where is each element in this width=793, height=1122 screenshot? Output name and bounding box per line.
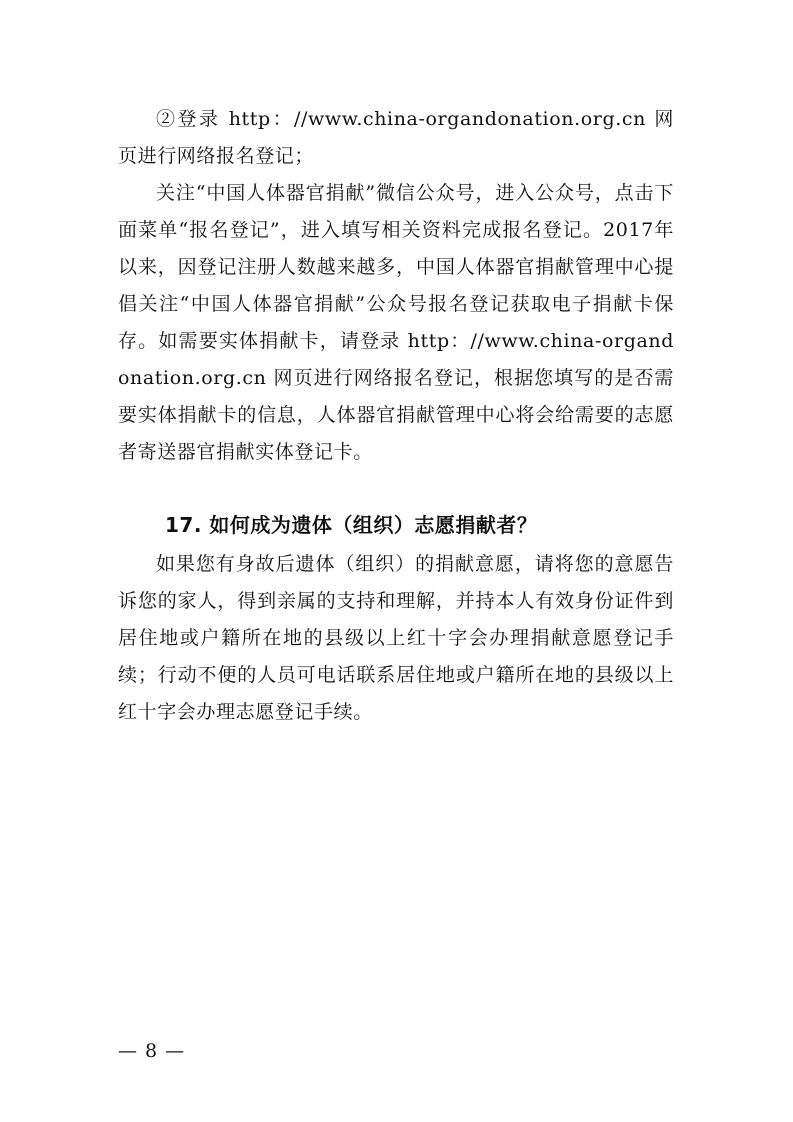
section-heading: 17. 如何成为遗体（组织）志愿捐献者？ <box>165 513 538 537</box>
section-body: 如果您有身故后遗体（组织）的捐献意愿，请将您的意愿告诉您的家人，得到亲属的支持和理解，并持本人有效身份证件到居住地或户籍所在地的县级以上红十字会办理捐献意愿登记手续；行动不便的人员可电话联系居住地或户籍所在地的县级以上红十字会办理志愿登记手续。 <box>118 553 674 723</box>
paragraph-wechat-registration: 关注“中国人体器官捐献”微信公众号，进入公众号，点击下面菜单“报名登记”，进入填写相关资料完成报名登记。2017年以来，因登记注册人数越来越多，中国人体器官捐献管理中心提倡关注“中国人体器官捐献”公众号报名登记获取电子捐献卡保存。如需要实体捐献卡，请登录 http：//www.china-organdonation.org.cn 网页进行网络报名登记，根据您填写的是否需要实体捐献卡的信息，人体器官捐献管理中心将会给需要的志愿者寄送器官捐献实体登记卡。 <box>118 182 674 463</box>
page-number: — 8 — <box>118 1040 186 1062</box>
paragraph-online-registration: ②登录 http：//www.china-organdonation.org.cn 网页进行网络报名登记； <box>118 108 674 167</box>
